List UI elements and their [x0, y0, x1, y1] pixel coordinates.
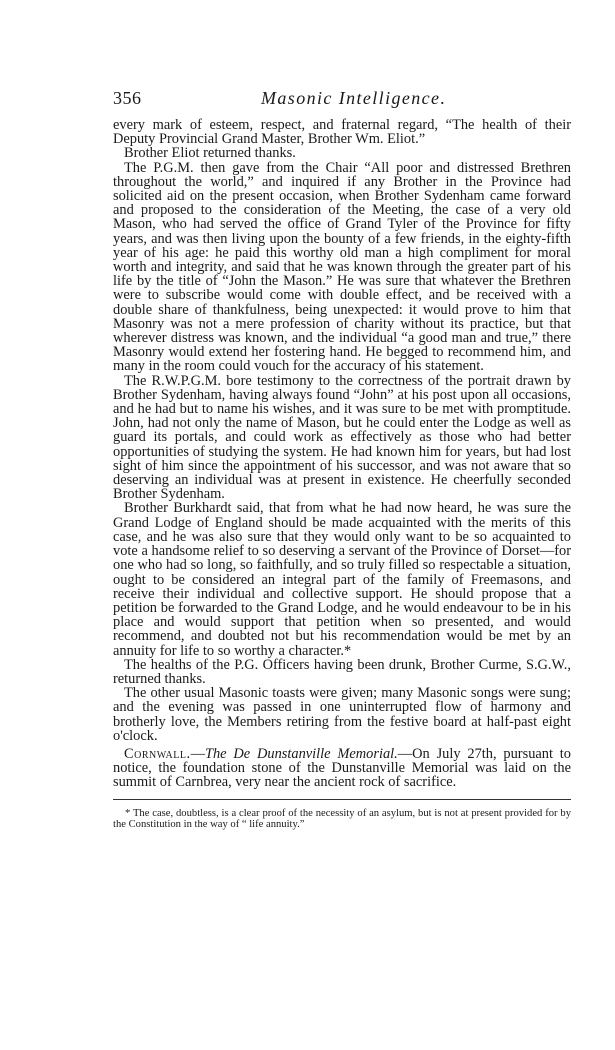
page	[113, 88, 571, 830]
section-label-cornwall: Cornwall.	[124, 745, 191, 762]
footnote-rule	[113, 799, 571, 800]
page-number: 356	[113, 88, 142, 108]
section-dash: —	[190, 745, 205, 762]
paragraph-usual-toasts: The other usual Masonic toasts were given; many Masonic songs were sung; and the evening was passed in one uninterrupted flow of harmony and brotherly love, the Members retiring from the festive board at half-past eight o'clock.	[113, 685, 571, 744]
paragraph-officers-healths: The healths of the P.G. Officers having been drunk, Brother Curme, S.G.W., returned thanks.	[113, 656, 571, 687]
paragraph-toast-continued: every mark of esteem, respect, and fraternal regard, “The health of their Deputy Provincial Grand Master, Brother Wm. Eliot.”	[113, 117, 571, 148]
page-header	[113, 88, 571, 118]
running-title: Masonic Intelligence.	[261, 88, 447, 108]
section-title-memorial: The De Dunstanville Memorial.	[204, 745, 398, 762]
paragraph-poor-brethren: The P.G.M. then gave from the Chair “All poor and distressed Brethren throughout the world,” and inquired if any Brother in the Province had solicited aid on the present occasion, when Brother Sydenham came forward and proposed to the consideration of the Meeting, the case of a very old Mason, who had served the office of Grand Tyler of the Province for fifty years, and was then living upon the bounty of a few friends, in the eighty-fifth year of his age: he paid this worthy old man a high compliment for moral worth and integrity, and said that he was known through the greater part of his life by the title of “John the Mason.” He was sure that whatever the Brethren were to subscribe would come with double effect, and be received with a double share of thankfulness, being unexpected: it would prove to him that Masonry was not a mere profession of charity without its practice, but that wherever distress was known, and the individual “a good man and true,” there Masonry would extend her fostering hand. He begged to recommend him, and many in the room could vouch for the accuracy of his statement.	[113, 159, 571, 375]
article-body	[113, 118, 571, 790]
paragraph-burkhardt: Brother Burkhardt said, that from what he had now heard, he was sure the Grand Lodge of England should be made acquainted with the merits of this case, and he was also sure that they would only want to be so acquainted to vote a handsome relief to so deserving a servant of the Province of Dorset—for one who had so long, so faithfully, and so truly filled so respectable a situation, ought to be considered an integral part of the family of Freemasons, and receive their individual and collective support. He should propose that a petition be forwarded to the Grand Lodge, and he would endeavour to be in his place and would support that petition when so presented, and would recommend, and doubted not but his recommendation would be met by an annuity for life to so worthy a character.*	[113, 500, 571, 659]
footnote: * The case, doubtless, is a clear proof of the necessity of an asylum, but is not at present provided for by the Constitution in the way of “ life annuity.”	[113, 807, 571, 830]
paragraph-eliot-thanks: Brother Eliot returned thanks.	[124, 145, 296, 162]
cornwall-text: —On July 27th, pursuant to notice, the foundation stone of the Dunstanville Memorial was laid on the summit of Carnbrea, very near the ancient rock of sacrifice.	[113, 745, 571, 791]
paragraph-cornwall	[113, 747, 571, 790]
paragraph-rwpgm-testimony: The R.W.P.G.M. bore testimony to the correctness of the portrait drawn by Brother Sydenham, having always found “John” at his post upon all occasions, and he had but to name his wishes, and it was sure to be met with promptitude. John, had not only the name of Mason, but he could enter the Lodge as well as guard its portals, and could work as effectively as those who had better opportunities of studying the system. He had known him for years, but had lost sight of him since the appointment of his successor, and was not aware that so deserving an individual was at present in existence. He cheerfully seconded Brother Sydenham.	[113, 372, 571, 503]
